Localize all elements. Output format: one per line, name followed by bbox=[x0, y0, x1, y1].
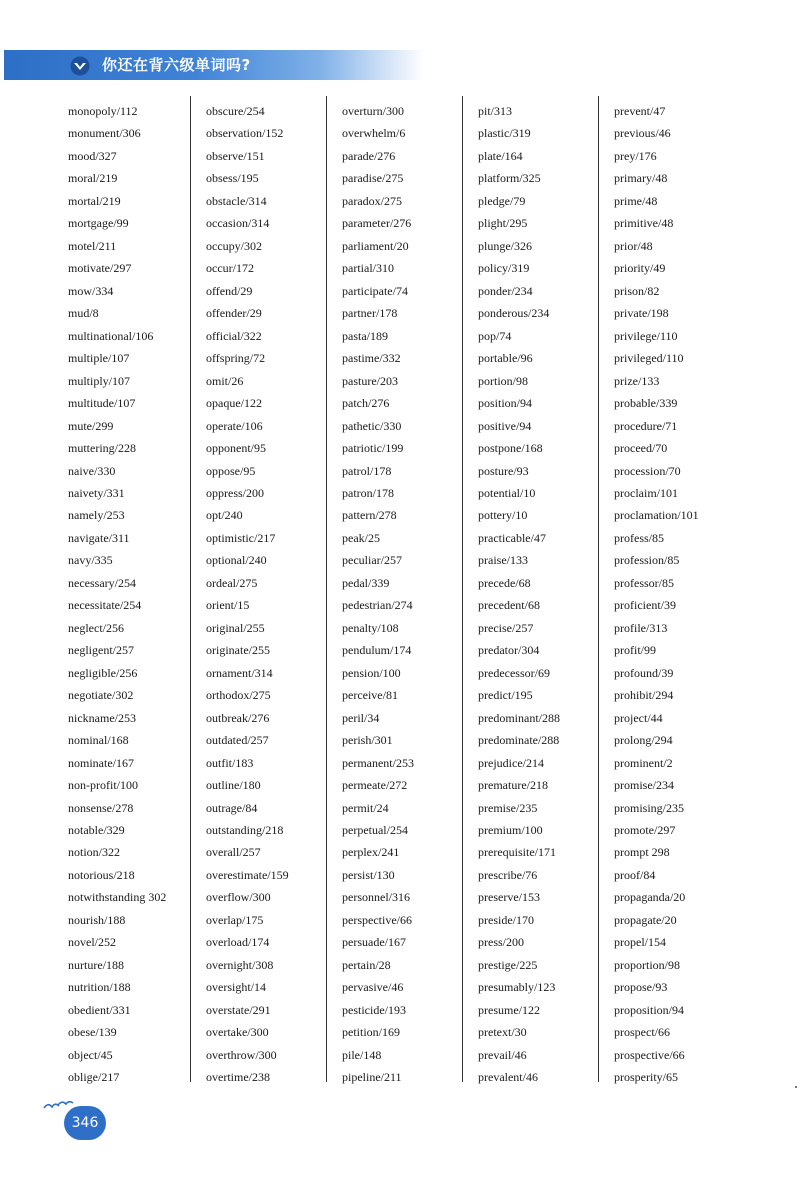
word-entry: prospect/66 bbox=[614, 1025, 670, 1040]
word-entry: postpone/168 bbox=[478, 441, 543, 456]
word-entry: professor/85 bbox=[614, 575, 674, 590]
word-entry: overtake/300 bbox=[206, 1025, 269, 1040]
word-entry: opt/240 bbox=[206, 508, 243, 523]
word-entry: pesticide/193 bbox=[342, 1002, 406, 1017]
word-entry: notorious/218 bbox=[68, 867, 135, 882]
word-entry: pertain/28 bbox=[342, 957, 391, 972]
word-entry: overturn/300 bbox=[342, 104, 404, 118]
word-entry: overstate/291 bbox=[206, 1002, 271, 1017]
word-entry: optional/240 bbox=[206, 553, 267, 568]
word-entry: obsess/195 bbox=[206, 171, 259, 186]
word-entry: nourish/188 bbox=[68, 912, 126, 927]
word-entry: predominant/288 bbox=[478, 710, 560, 725]
word-entry: offend/29 bbox=[206, 283, 253, 298]
word-entry: patch/276 bbox=[342, 396, 390, 411]
word-entry: participate/74 bbox=[342, 283, 408, 298]
word-entry: outdated/257 bbox=[206, 733, 269, 748]
word-entry: primitive/48 bbox=[614, 216, 674, 231]
word-entry: pop/74 bbox=[478, 328, 512, 343]
word-entry: mow/334 bbox=[68, 283, 114, 298]
word-entry: peculiar/257 bbox=[342, 553, 402, 568]
word-entry: proportion/98 bbox=[614, 957, 680, 972]
word-entry: nominate/167 bbox=[68, 755, 134, 770]
word-entry: necessitate/254 bbox=[68, 598, 142, 613]
word-entry: peak/25 bbox=[342, 530, 380, 545]
word-entry: pipeline/211 bbox=[342, 1070, 402, 1085]
word-entry: overlap/175 bbox=[206, 912, 264, 927]
word-entry: paradox/275 bbox=[342, 193, 402, 208]
word-entry: prize/133 bbox=[614, 373, 660, 388]
word-entry: outline/180 bbox=[206, 778, 261, 793]
word-entry: pathetic/330 bbox=[342, 418, 402, 433]
column-divider bbox=[326, 96, 327, 1082]
word-entry: mute/299 bbox=[68, 418, 114, 433]
word-entry: persist/130 bbox=[342, 867, 395, 882]
word-entry: occasion/314 bbox=[206, 216, 270, 231]
word-entry: permeate/272 bbox=[342, 778, 408, 793]
word-entry: proficient/39 bbox=[614, 598, 676, 613]
word-entry: pledge/79 bbox=[478, 193, 526, 208]
word-entry: multinational/106 bbox=[68, 328, 154, 343]
word-entry: obscure/254 bbox=[206, 104, 265, 118]
word-entry: parliament/20 bbox=[342, 238, 409, 253]
word-entry: negligent/257 bbox=[68, 643, 134, 658]
word-entry: negotiate/302 bbox=[68, 688, 134, 703]
word-entry: profit/99 bbox=[614, 643, 656, 658]
word-entry: navigate/311 bbox=[68, 530, 130, 545]
word-entry: preside/170 bbox=[478, 912, 534, 927]
word-entry: mortal/219 bbox=[68, 193, 121, 208]
word-entry: portable/96 bbox=[478, 351, 533, 366]
word-entry: parade/276 bbox=[342, 148, 396, 163]
word-entry: outrage/84 bbox=[206, 800, 258, 815]
word-entry: occupy/302 bbox=[206, 238, 262, 253]
word-entry: portion/98 bbox=[478, 373, 528, 388]
column-divider bbox=[598, 96, 599, 1082]
word-entry: pasta/189 bbox=[342, 328, 388, 343]
word-entry: precedent/68 bbox=[478, 598, 540, 613]
word-entry: moral/219 bbox=[68, 171, 118, 186]
word-entry: potential/10 bbox=[478, 485, 536, 500]
word-entry: perpetual/254 bbox=[342, 823, 408, 837]
word-entry: prey/176 bbox=[614, 148, 657, 163]
word-entry: multiply/107 bbox=[68, 373, 131, 388]
word-entry: propaganda/20 bbox=[614, 890, 686, 905]
word-column-2 bbox=[206, 100, 289, 1089]
word-entry: previous/46 bbox=[614, 126, 671, 141]
word-entry: predominate/288 bbox=[478, 733, 560, 748]
word-entry: prime/48 bbox=[614, 193, 658, 208]
word-entry: outbreak/276 bbox=[206, 710, 270, 725]
word-entry: profound/39 bbox=[614, 665, 674, 680]
word-entry: pension/100 bbox=[342, 665, 401, 680]
word-entry: permanent/253 bbox=[342, 755, 414, 770]
word-entry: official/322 bbox=[206, 328, 262, 343]
word-entry: predict/195 bbox=[478, 688, 533, 703]
word-entry: overestimate/159 bbox=[206, 867, 289, 882]
word-entry: necessary/254 bbox=[68, 575, 136, 590]
word-entry: namely/253 bbox=[68, 508, 125, 523]
word-entry: predator/304 bbox=[478, 643, 540, 658]
word-entry: prospective/66 bbox=[614, 1047, 685, 1062]
word-entry: position/94 bbox=[478, 396, 533, 411]
column-divider bbox=[190, 96, 191, 1082]
word-entry: oblige/217 bbox=[68, 1070, 120, 1085]
word-entry: practicable/47 bbox=[478, 530, 546, 545]
word-column-3 bbox=[342, 100, 414, 1089]
word-entry: privilege/110 bbox=[614, 328, 678, 343]
chevron-down-icon bbox=[70, 56, 90, 76]
word-entry: posture/93 bbox=[478, 463, 529, 478]
word-entry: motel/211 bbox=[68, 238, 117, 253]
word-entry: prior/48 bbox=[614, 238, 653, 253]
word-entry: pasture/203 bbox=[342, 373, 398, 388]
word-entry: policy/319 bbox=[478, 261, 530, 276]
word-entry: platform/325 bbox=[478, 171, 541, 186]
word-entry: prominent/2 bbox=[614, 755, 673, 770]
word-entry: prevent/47 bbox=[614, 104, 666, 118]
word-entry: oversight/14 bbox=[206, 980, 266, 995]
word-entry: presume/122 bbox=[478, 1002, 540, 1017]
word-entry: neglect/256 bbox=[68, 620, 124, 635]
word-entry: press/200 bbox=[478, 935, 524, 950]
word-entry: private/198 bbox=[614, 306, 669, 321]
word-entry: praise/133 bbox=[478, 553, 528, 568]
word-entry: proclaim/101 bbox=[614, 485, 678, 500]
word-entry: oppress/200 bbox=[206, 485, 264, 500]
word-entry: prompt 298 bbox=[614, 845, 670, 860]
word-entry: nurture/188 bbox=[68, 957, 124, 972]
word-entry: prosperity/65 bbox=[614, 1070, 678, 1085]
word-entry: ornament/314 bbox=[206, 665, 273, 680]
word-entry: pastime/332 bbox=[342, 351, 401, 366]
word-entry: persuade/167 bbox=[342, 935, 406, 950]
word-entry: ponderous/234 bbox=[478, 306, 550, 321]
page-number: 346 bbox=[71, 1115, 99, 1131]
word-entry: plunge/326 bbox=[478, 238, 532, 253]
word-entry: originate/255 bbox=[206, 643, 270, 658]
word-entry: premature/218 bbox=[478, 778, 548, 793]
word-entry: precise/257 bbox=[478, 620, 534, 635]
word-entry: motivate/297 bbox=[68, 261, 132, 276]
word-entry: opaque/122 bbox=[206, 396, 262, 411]
word-entry: perplex/241 bbox=[342, 845, 400, 860]
word-entry: pervasive/46 bbox=[342, 980, 404, 995]
word-entry: patron/178 bbox=[342, 485, 394, 500]
word-entry: navy/335 bbox=[68, 553, 113, 568]
word-entry: muttering/228 bbox=[68, 441, 136, 456]
word-entry: permit/24 bbox=[342, 800, 389, 815]
word-entry: novel/252 bbox=[68, 935, 116, 950]
word-entry: observe/151 bbox=[206, 148, 265, 163]
word-entry: pedal/339 bbox=[342, 575, 390, 590]
word-entry: mortgage/99 bbox=[68, 216, 129, 231]
word-entry: prestige/225 bbox=[478, 957, 538, 972]
word-entry: ponder/234 bbox=[478, 283, 533, 298]
word-entry: predecessor/69 bbox=[478, 665, 550, 680]
word-entry: pit/313 bbox=[478, 104, 513, 118]
word-entry: monument/306 bbox=[68, 126, 141, 141]
word-entry: pattern/278 bbox=[342, 508, 397, 523]
word-entry: nickname/253 bbox=[68, 710, 136, 725]
word-entry: opponent/95 bbox=[206, 441, 266, 456]
word-entry: orient/15 bbox=[206, 598, 250, 613]
word-entry: privileged/110 bbox=[614, 351, 684, 366]
word-column-1 bbox=[68, 100, 166, 1089]
word-entry: propose/93 bbox=[614, 980, 668, 995]
word-entry: peril/34 bbox=[342, 710, 380, 725]
word-entry: propel/154 bbox=[614, 935, 666, 950]
word-entry: plate/164 bbox=[478, 148, 523, 163]
word-entry: prerequisite/171 bbox=[478, 845, 556, 860]
word-entry: procession/70 bbox=[614, 463, 681, 478]
word-entry: ordeal/275 bbox=[206, 575, 258, 590]
word-entry: prejudice/214 bbox=[478, 755, 544, 770]
word-entry: nonsense/278 bbox=[68, 800, 134, 815]
word-entry: proclamation/101 bbox=[614, 508, 699, 523]
word-entry: operate/106 bbox=[206, 418, 263, 433]
word-entry: optimistic/217 bbox=[206, 530, 276, 545]
speck bbox=[795, 1086, 797, 1088]
word-entry: non-profit/100 bbox=[68, 778, 138, 793]
word-entry: presumably/123 bbox=[478, 980, 556, 995]
word-entry: proceed/70 bbox=[614, 441, 668, 456]
word-entry: paradise/275 bbox=[342, 171, 404, 186]
word-column-5 bbox=[614, 100, 699, 1089]
word-entry: obese/139 bbox=[68, 1025, 117, 1040]
word-entry: patriotic/199 bbox=[342, 441, 404, 456]
word-entry: mood/327 bbox=[68, 148, 117, 163]
word-entry: outfit/183 bbox=[206, 755, 254, 770]
word-entry: pretext/30 bbox=[478, 1025, 527, 1040]
word-entry: nutrition/188 bbox=[68, 980, 131, 995]
word-entry: probable/339 bbox=[614, 396, 678, 411]
word-entry: preserve/153 bbox=[478, 890, 540, 905]
word-entry: profession/85 bbox=[614, 553, 680, 568]
word-entry: promise/234 bbox=[614, 778, 674, 793]
word-entry: observation/152 bbox=[206, 126, 284, 141]
word-entry: plight/295 bbox=[478, 216, 528, 231]
word-entry: naivety/331 bbox=[68, 485, 125, 500]
word-entry: perspective/66 bbox=[342, 912, 412, 927]
word-entry: obstacle/314 bbox=[206, 193, 267, 208]
page-number-badge bbox=[64, 1106, 106, 1140]
word-entry: negligible/256 bbox=[68, 665, 138, 680]
word-entry: penalty/108 bbox=[342, 620, 399, 635]
word-entry: premium/100 bbox=[478, 823, 543, 837]
word-entry: propagate/20 bbox=[614, 912, 677, 927]
word-entry: premise/235 bbox=[478, 800, 538, 815]
word-index bbox=[0, 100, 800, 1090]
word-entry: patrol/178 bbox=[342, 463, 392, 478]
word-entry: overthrow/300 bbox=[206, 1047, 277, 1062]
word-entry: profess/85 bbox=[614, 530, 664, 545]
chapter-banner bbox=[4, 50, 424, 80]
column-divider bbox=[462, 96, 463, 1082]
word-entry: prison/82 bbox=[614, 283, 660, 298]
word-entry: obedient/331 bbox=[68, 1002, 131, 1017]
word-entry: precede/68 bbox=[478, 575, 531, 590]
word-entry: occur/172 bbox=[206, 261, 254, 276]
word-entry: profile/313 bbox=[614, 620, 668, 635]
word-entry: orthodox/275 bbox=[206, 688, 271, 703]
word-entry: object/45 bbox=[68, 1047, 113, 1062]
word-entry: prevail/46 bbox=[478, 1047, 527, 1062]
word-entry: overwhelm/6 bbox=[342, 126, 406, 141]
word-entry: overnight/308 bbox=[206, 957, 274, 972]
word-entry: notable/329 bbox=[68, 823, 125, 837]
word-entry: pottery/10 bbox=[478, 508, 528, 523]
word-entry: promising/235 bbox=[614, 800, 685, 815]
word-entry: nominal/168 bbox=[68, 733, 129, 748]
word-column-4 bbox=[478, 100, 560, 1089]
word-entry: outstanding/218 bbox=[206, 823, 284, 837]
chapter-title: 你还在背六级单词吗? bbox=[102, 56, 251, 74]
word-entry: procedure/71 bbox=[614, 418, 678, 433]
word-entry: primary/48 bbox=[614, 171, 668, 186]
word-entry: proof/84 bbox=[614, 867, 656, 882]
word-entry: prolong/294 bbox=[614, 733, 673, 748]
word-entry: omit/26 bbox=[206, 373, 244, 388]
word-entry: notwithstanding 302 bbox=[68, 890, 167, 905]
word-entry: naive/330 bbox=[68, 463, 116, 478]
word-entry: perceive/81 bbox=[342, 688, 398, 703]
word-entry: oppose/95 bbox=[206, 463, 256, 478]
word-entry: monopoly/112 bbox=[68, 104, 138, 118]
word-entry: multiple/107 bbox=[68, 351, 130, 366]
word-entry: pendulum/174 bbox=[342, 643, 412, 658]
word-entry: positive/94 bbox=[478, 418, 532, 433]
word-entry: overload/174 bbox=[206, 935, 270, 950]
word-entry: parameter/276 bbox=[342, 216, 412, 231]
word-entry: plastic/319 bbox=[478, 126, 531, 141]
word-entry: overall/257 bbox=[206, 845, 261, 860]
word-entry: partner/178 bbox=[342, 306, 398, 321]
word-entry: multitude/107 bbox=[68, 396, 136, 411]
word-entry: pedestrian/274 bbox=[342, 598, 413, 613]
word-entry: prescribe/76 bbox=[478, 867, 538, 882]
word-entry: original/255 bbox=[206, 620, 265, 635]
word-entry: pile/148 bbox=[342, 1047, 382, 1062]
word-entry: mud/8 bbox=[68, 306, 99, 321]
word-entry: partial/310 bbox=[342, 261, 394, 276]
word-entry: petition/169 bbox=[342, 1025, 400, 1040]
word-entry: offender/29 bbox=[206, 306, 262, 321]
word-entry: perish/301 bbox=[342, 733, 393, 748]
word-entry: offspring/72 bbox=[206, 351, 266, 366]
word-entry: notion/322 bbox=[68, 845, 121, 860]
word-entry: personnel/316 bbox=[342, 890, 410, 905]
word-entry: project/44 bbox=[614, 710, 663, 725]
word-entry: overflow/300 bbox=[206, 890, 271, 905]
word-entry: prevalent/46 bbox=[478, 1070, 538, 1085]
word-entry: promote/297 bbox=[614, 823, 676, 837]
word-entry: proposition/94 bbox=[614, 1002, 685, 1017]
word-entry: overtime/238 bbox=[206, 1070, 270, 1085]
word-entry: priority/49 bbox=[614, 261, 666, 276]
word-entry: prohibit/294 bbox=[614, 688, 674, 703]
